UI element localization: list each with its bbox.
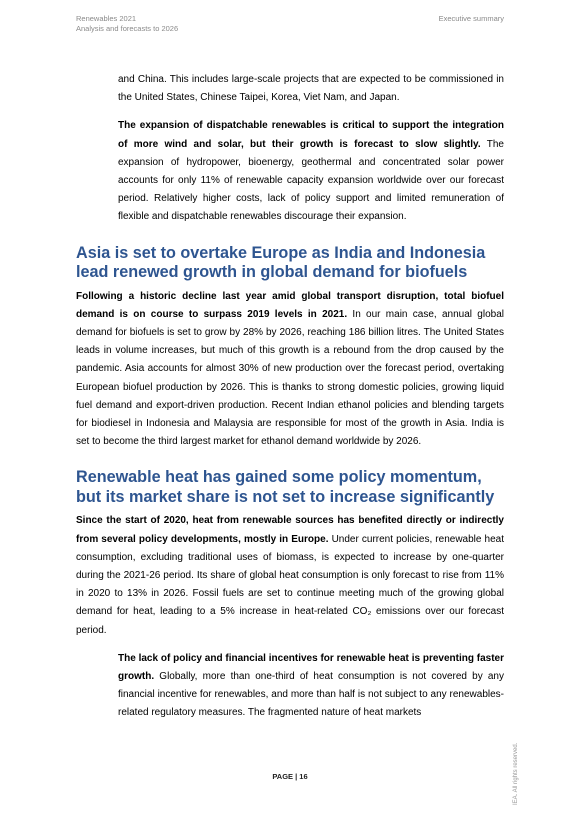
document-header [76, 14, 178, 34]
paragraph-text: Under current policies, renewable heat consumption, excluding traditional uses of biomass, is expected to increase by one-quarter during the 2021-26 period. Its share of global heat consumption is only forecast to rise from 11% in 2020 to 13% in 2026. Fossil fuels are set to continue meeting much of the growing global demand for heat, leading to a 5% increase in heat-related CO₂ emissions over our forecast period. [76, 533, 505, 636]
paragraph-biofuels [76, 288, 504, 452]
paragraph-lead: The lack of policy and financial incentives for renewable heat is preventing faster growth. [118, 652, 504, 683]
paragraph-text: Globally, more than one-third of heat consumption is not covered by any financial incentive for renewables, and more than half is not subject to any renewables-related regulatory measures. The fragmented nature of heat markets [118, 671, 504, 719]
section-label: Executive summary [438, 14, 504, 23]
paragraph-lead: Since the start of 2020, heat from renewable sources has benefited directly or indirectly from several policy developments, mostly in Europe. [76, 515, 504, 545]
paragraph-lead: Following a historic decline last year amid global transport disruption, total biofuel demand is on course to surpass 2019 levels in 2021. [76, 290, 504, 320]
section-heading-heat: Renewable heat has gained some policy momentum, but its market share is not set to increase significantly [76, 468, 495, 506]
paragraph-text: The expansion of hydropower, bioenergy, geothermal and concentrated solar power accounts for only 11% of renewable capacity expansion worldwide over our forecast period. Relatively higher costs, lack of policy support and limited remuneration of flexible and dispatchable renewables discourage their expansion. [118, 138, 504, 223]
paragraph-continuation: and China. This includes large-scale projects that are expected to be commissioned in the United States, Chinese Taipei, Korea, Viet Nam, and Japan. [118, 74, 504, 104]
page-body [76, 71, 504, 723]
paragraph-lead: The expansion of dispatchable renewables is critical to support the integration of more wind and solar, but their growth is forecast to slow slightly. [118, 120, 504, 150]
rights-notice: IEA. All rights reserved. [513, 742, 519, 805]
report-title: Renewables 2021 [76, 14, 137, 23]
paragraph-dispatchable [118, 117, 504, 226]
paragraph-text: In our main case, annual global demand for biofuels is set to grow by 28% by 2026, reaching 186 billion litres. The United States leads in volume increases, but much of this growth is a rebound from the drop caused by the pandemic. Asia accounts for almost 30% of new production over the forecast period, overtaking European biofuel production by 2026. This is thanks to strong domestic policies, growing liquid fuel demand and export-driven production. Recent Indian ethanol policies and blending targets for biodiesel in Indonesia and Malaysia are responsible for most of the growth in Asia. India is set to become the third largest market for ethanol demand worldwide by 2026. [76, 308, 504, 448]
paragraph-heat-incentives [118, 650, 504, 723]
section-heading-biofuels: Asia is set to overtake Europe as India and Indonesia lead renewed growth in global demand for biofuels [76, 243, 486, 282]
report-subtitle: Analysis and forecasts to 2026 [76, 24, 179, 33]
page-number: PAGE | 16 [272, 772, 308, 781]
paragraph-heat-policy [76, 512, 504, 639]
